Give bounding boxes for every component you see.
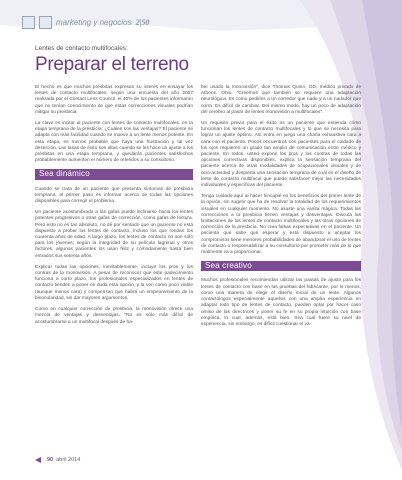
article-label: Lentes de contacto multifocales:: [35, 45, 128, 52]
paragraph: Explicar todas las opciones, inevitablemente, incluye los pros y los contras de la monovisión. A pesar de reconocer que este padecimiento funciona a corto plazo, los profesionales especializados en lentes de contacto tienden a poner en duda esta opción, y la ven como poco viable (aunque menos cara) y compensan que habrá un empeoramiento de la binocularidad, sin dar mayores argumentos.: [35, 264, 193, 301]
header-section-text: marketing y negocios: [56, 17, 132, 27]
issue-date: abril 2014: [56, 457, 81, 463]
footer-arrow-icon: [35, 457, 44, 463]
paragraph: Como en cualquier corrección de presbicia, la monovisión ofrece una mezcla de ventajas y desventajas. "No es sólo más difícil de acostumbrarse a un multifocal después de ha-: [35, 307, 193, 325]
paragraph: Tenga cuidado aquí al hacer hincapié en los beneficios del primer lente de la opción, sin sugerir que ha de resolver la totalidad de los requerimientos visuales en cualquier momento. No asuste una vanita mágica. Todas las correcciones a la presbicia tienen ventajas y desventajas. Discuta las limitaciones de los lentes de contacto multifocales y las otras opciones de corrección de la presbicia. No crea falsas expectativas en el paciente. Un paciente que sabe qué esperar y está dispuesto a aceptar los compromisos tiene menores probabilidades de abandonar el uso de lentes de contacto o responsabilizar a su consultorio por prometer más de lo que realmente va a proporcionar.: [201, 194, 361, 256]
paragraph: Un requisito previo para el éxito es un paciente que entienda cómo funcionan los lentes de contacto multifocales y lo que se necesita para lograr un ajuste óptimo. Así entra en juego una charla exhaustiva cara a cara con el paciente. Pocos encuentros con pacientes para el cuidado de los ojos requieren un grado tan amplio de comunicación entre médico y paciente. En todos, usted expone los pros y los contras de todas las opciones correctivas disponibles, explica la sensación temprana del paciente acerca de otras modalidades de ocupacionales visuales y de ocio-actividad y despierta una sensación temprana de cuál es el diseño de lente de contacto multifocal que puede satisfacer mejor las necesidades individuales y específicas del paciente.: [201, 121, 361, 189]
article-column-right: [201, 85, 361, 333]
page-footer: [35, 457, 80, 463]
page-title: Preparar el terreno: [35, 54, 189, 75]
paragraph: La clave es incitar al paciente con lentes de contacto multifocales, en la etapa temprana de la présbicia: ¿Cuáles son las ventajas? El paciente se adapta con más facilidad cuando se mueve a un lente menos potente. En esta etapa, es menos probable que haya una frustración y tal vez deserción. Las tasas de éxito son altas cuando se les hace un ajuste a los présbitas en una etapa temprana, y quedarán pacientes satisfechos probablemente aumenten el número de referidos a su consultorio.: [35, 121, 193, 164]
subheading-sea-dinamico: Sea dinámico: [35, 169, 193, 179]
page-header: [22, 14, 149, 30]
paragraph: Cuando se trata de un paciente que presenta síntomas de presbicia temprana, el primer paso es informar acerca de todas las opciones disponibles para corregir el problema.: [35, 186, 193, 205]
header-square-icon: [39, 16, 52, 29]
article-column-left: [35, 85, 193, 331]
paragraph: ber usado la monovisión", dice Thomas Quinn, OD, médico privado de Athens, Ohio. "Creemos que también se requiere una adaptación neurológica. Es como pedirles a un corredor que nade y a un nadador que corra. Es difícil de cambiar. Del mismo modo, hay un poco de adaptación del cerebro al pasar de lentes monovisión a multifocales".: [201, 85, 361, 115]
paragraph: El hecho es que muchos présbitas expresan su interés en ensayar los lentes de contacto multifocales, según una encuesta del año 2007 realizada por el Contact Lens Council. el 40% de los pacientes informaron que no tenían conocimiento de que estas correcciones visuales podrían mitigar su presbicia.: [35, 85, 193, 115]
paragraph: Un paciente acostumbrado a las gafas puede inclinarse hacia los lentes potentes progresivos o otras gafas de corrección, como gafas de lectura. Pero esto no es tan absoluto, no dé por sentado que un paciente no está dispuesto a probar los lentes de contacto, incluso los que rondan los cuarenta años de edad. A largo plazo, los lentes de contacto no son sólo para los jóvenes; según la integridad de su película lagrimal y otros factores, algunos pacientes los usan feliz y cómodamente hasta bien entrados sus setenta años.: [35, 210, 193, 259]
paragraph: Muchos profesionales recomiendan utilizar las pautas de ajuste para los lentes de contacto con base en las pruebas del fabricante, por lo menos, como una manera de elegir el diseño inicial de un lente. Algunos contactólogos especialmente aquellos con una amplia experiencia en adaptar todo tipo de lentes de contacto, pueden optar por hacer caso omiso de las directrices y poner su fe en su propia intuición con base empírica, lo cual, además, está bien. Sea cual fuere su nivel de experiencia, sin embargo, es difícil cuestionar el va-: [201, 278, 361, 327]
magazine-logo: 2|50: [135, 17, 150, 27]
page-number: 90: [47, 457, 54, 463]
header-square-icon: [22, 16, 35, 29]
subheading-sea-creativo: Sea creativo: [201, 261, 361, 271]
